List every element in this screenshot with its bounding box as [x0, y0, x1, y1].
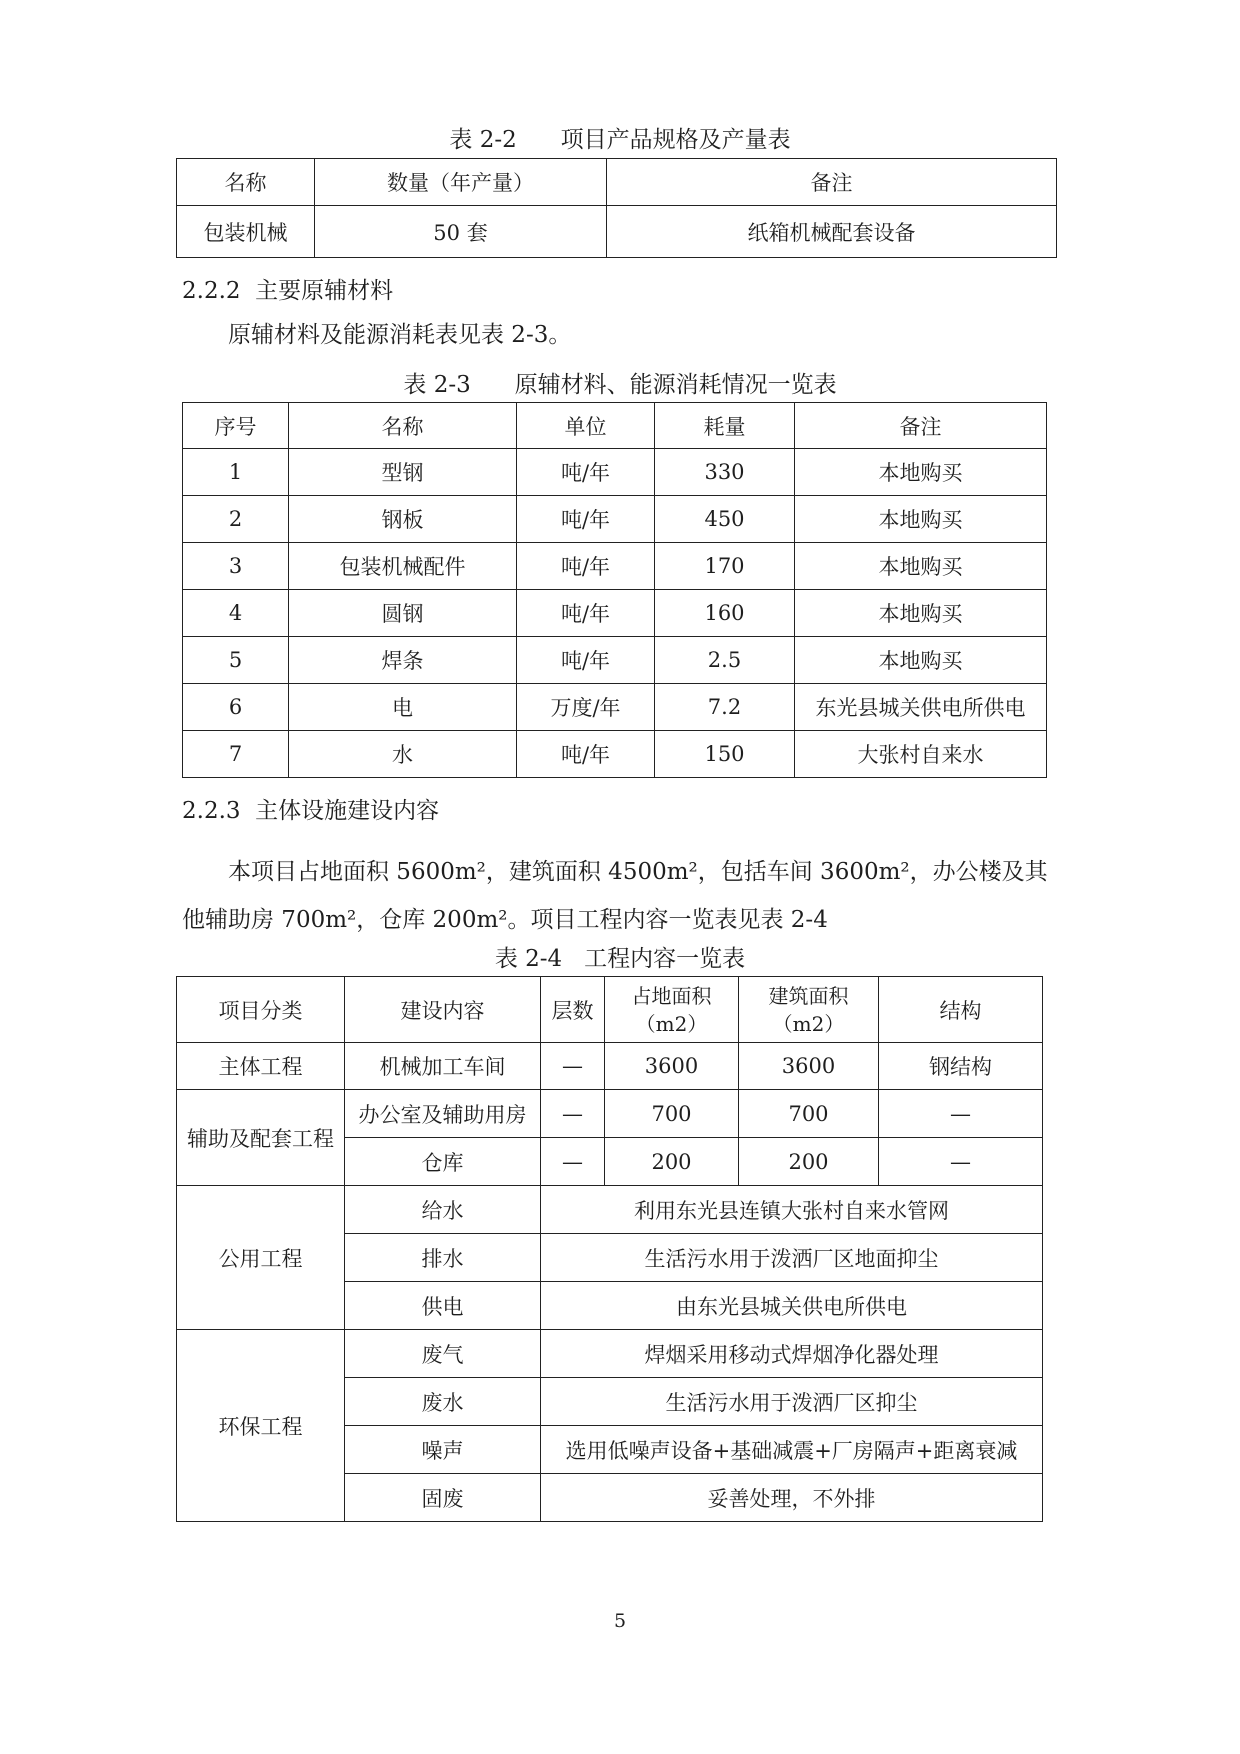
table-cell: 200	[739, 1138, 879, 1186]
table-cell: 本地购买	[795, 449, 1047, 496]
table-cell: 3600	[739, 1043, 879, 1090]
table-cell: 焊条	[289, 637, 517, 684]
table-2-3	[182, 402, 1047, 778]
table-row	[183, 590, 1047, 637]
table-cell: 吨/年	[517, 637, 655, 684]
table-row	[177, 1090, 1043, 1138]
table-cell: 钢板	[289, 496, 517, 543]
table-2-2-caption: 表 2-2 项目产品规格及产量表	[449, 127, 791, 153]
table-cell: 4	[183, 590, 289, 637]
table-cell: 东光县城关供电所供电	[795, 684, 1047, 731]
table-header-cell: 备注	[607, 159, 1057, 206]
table-cell: 7	[183, 731, 289, 778]
section-2-2-2-text: 原辅材料及能源消耗表见表 2-3。	[228, 322, 572, 348]
table-cell: 本地购买	[795, 637, 1047, 684]
table-cell: 450	[655, 496, 795, 543]
table-header-cell: 名称	[289, 403, 517, 449]
category-cell: 环保工程	[177, 1330, 345, 1522]
section-heading-2-2-3: 2.2.3 主体设施建设内容	[182, 798, 440, 824]
table-cell: 2.5	[655, 637, 795, 684]
table-cell: 大张村自来水	[795, 731, 1047, 778]
table-cell: 1	[183, 449, 289, 496]
table-cell: 6	[183, 684, 289, 731]
table-cell: 噪声	[345, 1426, 541, 1474]
table-row	[183, 543, 1047, 590]
table-2-3-caption: 表 2-3 原辅材料、能源消耗情况一览表	[403, 372, 837, 398]
table-2-2	[176, 158, 1057, 258]
table-header-cell: 建设内容	[345, 977, 541, 1043]
table-cell: 电	[289, 684, 517, 731]
table-cell: 给水	[345, 1186, 541, 1234]
table-cell: 包装机械配件	[289, 543, 517, 590]
table-header-cell: 建筑面积（m2）	[739, 977, 879, 1043]
table-2-4-caption: 表 2-4 工程内容一览表	[494, 946, 746, 972]
table-header-cell: 序号	[183, 403, 289, 449]
table-cell: 700	[739, 1090, 879, 1138]
table-cell: 吨/年	[517, 496, 655, 543]
table-row	[177, 1186, 1043, 1234]
table-cell: 700	[605, 1090, 739, 1138]
table-cell: 本地购买	[795, 543, 1047, 590]
table-cell: 由东光县城关供电所供电	[541, 1282, 1043, 1330]
table-cell: —	[541, 1090, 605, 1138]
table-cell: 型钢	[289, 449, 517, 496]
table-cell: 150	[655, 731, 795, 778]
table-cell: 妥善处理，不外排	[541, 1474, 1043, 1522]
table-cell: —	[879, 1090, 1043, 1138]
table-row	[177, 1043, 1043, 1090]
table-header-cell: 占地面积（m2）	[605, 977, 739, 1043]
table-cell: 200	[605, 1138, 739, 1186]
table-row	[183, 637, 1047, 684]
table-cell: 焊烟采用移动式焊烟净化器处理	[541, 1330, 1043, 1378]
category-cell: 公用工程	[177, 1186, 345, 1330]
table-cell: 本地购买	[795, 496, 1047, 543]
table-cell: —	[541, 1043, 605, 1090]
table-cell: 供电	[345, 1282, 541, 1330]
table-cell: 160	[655, 590, 795, 637]
table-cell: 3600	[605, 1043, 739, 1090]
table-header-cell: 结构	[879, 977, 1043, 1043]
page-number: 5	[613, 1610, 627, 1632]
table-cell: 钢结构	[879, 1043, 1043, 1090]
table-cell: 选用低噪声设备+基础减震+厂房隔声+距离衰减	[541, 1426, 1043, 1474]
table-header-cell: 层数	[541, 977, 605, 1043]
section-heading-2-2-2: 2.2.2 主要原辅材料	[182, 278, 394, 304]
table-cell: 办公室及辅助用房	[345, 1090, 541, 1138]
table-cell: 吨/年	[517, 590, 655, 637]
table-header-cell: 名称	[177, 159, 315, 206]
table-cell: 机械加工车间	[345, 1043, 541, 1090]
table-header-cell: 单位	[517, 403, 655, 449]
table-row	[183, 449, 1047, 496]
table-cell: 纸箱机械配套设备	[607, 206, 1057, 258]
table-cell: —	[541, 1138, 605, 1186]
table-cell: 废气	[345, 1330, 541, 1378]
table-cell: 圆钢	[289, 590, 517, 637]
table-cell: 吨/年	[517, 731, 655, 778]
table-cell: 3	[183, 543, 289, 590]
table-cell: 水	[289, 731, 517, 778]
table-cell: 生活污水用于泼洒厂区抑尘	[541, 1378, 1043, 1426]
table-row	[183, 731, 1047, 778]
table-cell: 2	[183, 496, 289, 543]
table-row	[177, 206, 1057, 258]
table-cell: 330	[655, 449, 795, 496]
table-header-cell: 数量（年产量）	[315, 159, 607, 206]
table-2-4	[176, 976, 1043, 1522]
table-cell: 生活污水用于泼洒厂区地面抑尘	[541, 1234, 1043, 1282]
table-cell: 排水	[345, 1234, 541, 1282]
table-cell: —	[879, 1138, 1043, 1186]
table-cell: 7.2	[655, 684, 795, 731]
table-header-cell: 备注	[795, 403, 1047, 449]
table-cell: 本地购买	[795, 590, 1047, 637]
table-cell: 吨/年	[517, 543, 655, 590]
table-cell: 固废	[345, 1474, 541, 1522]
category-cell: 辅助及配套工程	[177, 1090, 345, 1186]
table-cell: 万度/年	[517, 684, 655, 731]
table-cell: 170	[655, 543, 795, 590]
table-row	[183, 684, 1047, 731]
table-cell: 5	[183, 637, 289, 684]
table-cell: 利用东光县连镇大张村自来水管网	[541, 1186, 1043, 1234]
table-row	[183, 496, 1047, 543]
table-cell: 吨/年	[517, 449, 655, 496]
category-cell: 主体工程	[177, 1043, 345, 1090]
table-cell: 废水	[345, 1378, 541, 1426]
table-cell: 包装机械	[177, 206, 315, 258]
table-header-cell: 耗量	[655, 403, 795, 449]
table-cell: 仓库	[345, 1138, 541, 1186]
table-header-cell: 项目分类	[177, 977, 345, 1043]
table-row	[177, 1330, 1043, 1378]
section-2-2-3-text: 本项目占地面积 5600m²，建筑面积 4500m²，包括车间 3600m²，办公楼及其他辅助房 700m²，仓库 200m²。项目工程内容一览表见表 2-4	[182, 859, 1048, 933]
table-cell: 50 套	[315, 206, 607, 258]
